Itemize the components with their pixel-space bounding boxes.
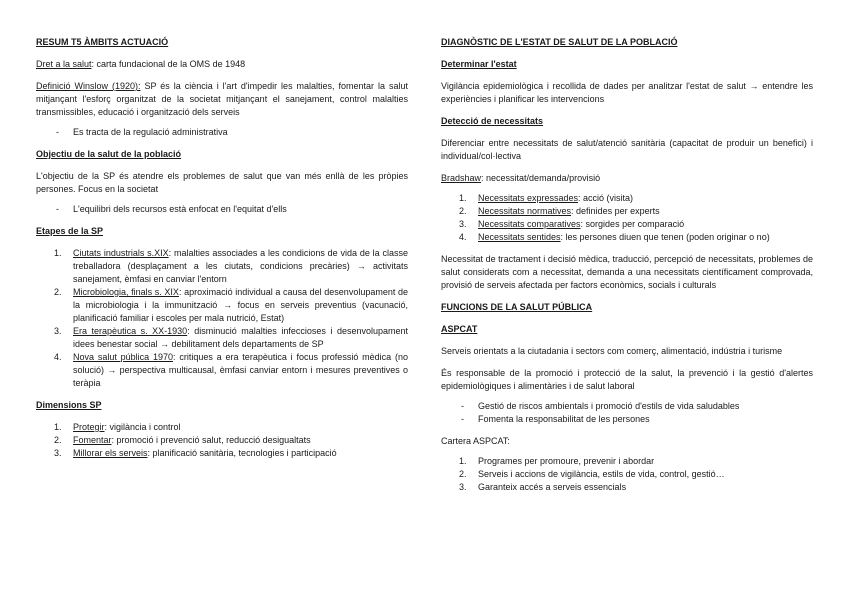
- list-number: 1.: [459, 456, 467, 466]
- aspcat-text-1: Serveis orientats a la ciutadania i sectors com comerç, alimentació, indústria i turisme: [441, 346, 783, 356]
- list-number: 1.: [459, 193, 467, 203]
- necessitat-text: : definides per experts: [571, 206, 660, 216]
- list-number: 4.: [459, 232, 467, 242]
- winslow-list: [36, 126, 408, 139]
- aspcat-heading: ASPCAT: [441, 324, 478, 334]
- dimension-text: : planificació sanitària, tecnologies i participació: [147, 448, 337, 458]
- list-item: [36, 286, 408, 325]
- list-item: [441, 455, 813, 468]
- necessitat-text: : acció (visita): [578, 193, 634, 203]
- list-item: - Es tracta de la regulació administrativa: [36, 126, 408, 139]
- bradshaw-text: : necessitat/demanda/provisió: [481, 173, 601, 183]
- list-item: [441, 205, 813, 218]
- list-item: [36, 247, 408, 286]
- cartera-text: Garanteix accés a serveis essencials: [478, 482, 627, 492]
- cartera-list: [441, 455, 813, 494]
- deteccio-heading: Detecció de necessitats: [441, 116, 544, 126]
- etapa-term: Nova salut pública 1970: [73, 352, 174, 362]
- cartera-text: Programes per promoure, prevenir i abordar: [478, 456, 655, 466]
- list-item: [441, 481, 813, 494]
- right-column: [441, 36, 813, 503]
- list-number: 3.: [54, 326, 62, 336]
- list-item: [36, 351, 408, 390]
- dimension-text: : vigilància i control: [104, 422, 181, 432]
- etapa-text: : aproximació individual a causa del desenvolupament de la microbiologia i la immunització → focus en serveis preventius (vacunació, planificació familiar i escoles per mala nutrició, Estat): [73, 287, 408, 323]
- determinar-text: Vigilància epidemiològica i recollida de dades per analitzar l'estat de salut → entendre les experiències i planificar les intervencions: [441, 81, 813, 104]
- list-number: 2.: [459, 469, 467, 479]
- necessitat-term: Necessitats sentides: [478, 232, 561, 242]
- list-item: [36, 421, 408, 434]
- necessitat-term: Necessitats normatives: [478, 206, 572, 216]
- list-number: 2.: [459, 206, 467, 216]
- objectiu-list: [36, 203, 408, 216]
- etapa-text: : critiques a era terapèutica i focus professió mèdica (no solució) → perspectiva multicausal, èmfasi canviar entorn i mesures preventives o teràpia: [73, 352, 408, 388]
- deteccio-text: Diferenciar entre necessitats de salut/atenció sanitària (capacitat de produir un benefici) i individual/col·lectiva: [441, 138, 813, 161]
- list-item: [441, 192, 813, 205]
- bradshaw-term: Bradshaw: [441, 173, 482, 183]
- winslow-paragraph: [36, 80, 408, 119]
- winslow-text: SP és la ciència i l'art d'impedir les malalties, fomentar la salut mitjançant l'esforç organitzat de la societat mitjançant el sanejament, control malalties transmissibles, educació i organització dels serveis: [36, 81, 408, 117]
- etapa-term: Ciutats industrials s.XIX: [73, 248, 169, 258]
- list-number: 3.: [459, 482, 467, 492]
- list-item: [36, 447, 408, 460]
- list-item: [441, 468, 813, 481]
- list-item: - Gestió de riscos ambientals i promoció d'estils de vida saludables: [441, 400, 813, 413]
- dimension-text: : promoció i prevenció salut, reducció desigualtats: [111, 435, 311, 445]
- dimension-term: Protegir: [73, 422, 105, 432]
- objectiu-heading: Objectiu de la salut de la població: [36, 149, 182, 159]
- tractament-paragraph: Necessitat de tractament i decisió mèdica, traducció, percepció de necessitats, problemes de salut considerats com a necessitat, demanda a una necessitats científicament comprovada, provisió de serveis afectada per factors econòmics, socials i culturals: [441, 254, 813, 290]
- dimensions-list: [36, 421, 408, 460]
- dret-term: Dret a la salut: [36, 59, 92, 69]
- etapes-heading: Etapes de la SP: [36, 226, 104, 236]
- list-number: 2.: [54, 435, 62, 445]
- necessitat-text: : les persones diuen que tenen (poden originar o no): [560, 232, 770, 242]
- objectiu-text: L'objectiu de la SP és atendre els problemes de salut que van més enllà de les pròpies persones. Focus en la societat: [36, 171, 408, 194]
- list-item: [441, 218, 813, 231]
- necessitat-text: : sorgides per comparació: [580, 219, 685, 229]
- cartera-text: Serveis i accions de vigilància, estils de vida, control, gestió…: [478, 469, 725, 479]
- etapa-term: Microbiologia, finals s. XIX: [73, 287, 179, 297]
- list-item: [441, 231, 813, 244]
- list-item: - Fomenta la responsabilitat de les persones: [441, 413, 813, 426]
- dimensions-heading: Dimensions SP: [36, 400, 102, 410]
- necessitats-list: [441, 192, 813, 244]
- diagnostic-title: DIAGNÒSTIC DE L'ESTAT DE SALUT DE LA POBLACIÓ: [441, 37, 678, 47]
- list-number: 2.: [54, 287, 62, 297]
- etapa-term: Era terapèutica s. XX-1930: [73, 326, 188, 336]
- aspcat-text-2: És responsable de la promoció i protecció de la salut, la prevenció i la gestió d'alertes epidemiològiques i alimentàries i de salut laboral: [441, 368, 813, 391]
- list-number: 3.: [459, 219, 467, 229]
- list-number: 4.: [54, 352, 62, 362]
- list-number: 1.: [54, 248, 62, 258]
- determinar-heading: Determinar l'estat: [441, 59, 517, 69]
- list-number: 1.: [54, 422, 62, 432]
- etapa-text: : malalties associades a les condicions de vida de la classe treballadora (desplaçament a les ciutats, condicions precàries) → activitats sanejament, èmfasi en canviar l'entorn: [73, 248, 408, 284]
- cartera-label: Cartera ASPCAT:: [441, 436, 510, 446]
- doc-title: RESUM T5 ÀMBITS ACTUACIÓ: [36, 37, 169, 47]
- dret-text: : carta fundacional de la OMS de 1948: [91, 59, 246, 69]
- necessitat-term: Necessitats expressades: [478, 193, 579, 203]
- left-column: [36, 36, 408, 469]
- dimension-term: Fomentar: [73, 435, 112, 445]
- dimension-term: Millorar els serveis: [73, 448, 148, 458]
- list-item: [36, 325, 408, 351]
- winslow-term: Definició Winslow (1920):: [36, 81, 141, 91]
- dret-paragraph: [36, 58, 408, 71]
- list-item: - L'equilibri dels recursos està enfocat en l'equitat d'ells: [36, 203, 408, 216]
- funcions-heading: FUNCIONS DE LA SALUT PÚBLICA: [441, 302, 593, 312]
- bradshaw-paragraph: [441, 172, 813, 185]
- etapa-text: : disminució malalties infeccioses i desenvolupament idees benestar social → debilitament dels departaments de SP: [73, 326, 408, 349]
- etapes-list: [36, 247, 408, 390]
- necessitat-term: Necessitats comparatives: [478, 219, 581, 229]
- list-number: 3.: [54, 448, 62, 458]
- list-item: [36, 434, 408, 447]
- aspcat-bullets: [441, 400, 813, 426]
